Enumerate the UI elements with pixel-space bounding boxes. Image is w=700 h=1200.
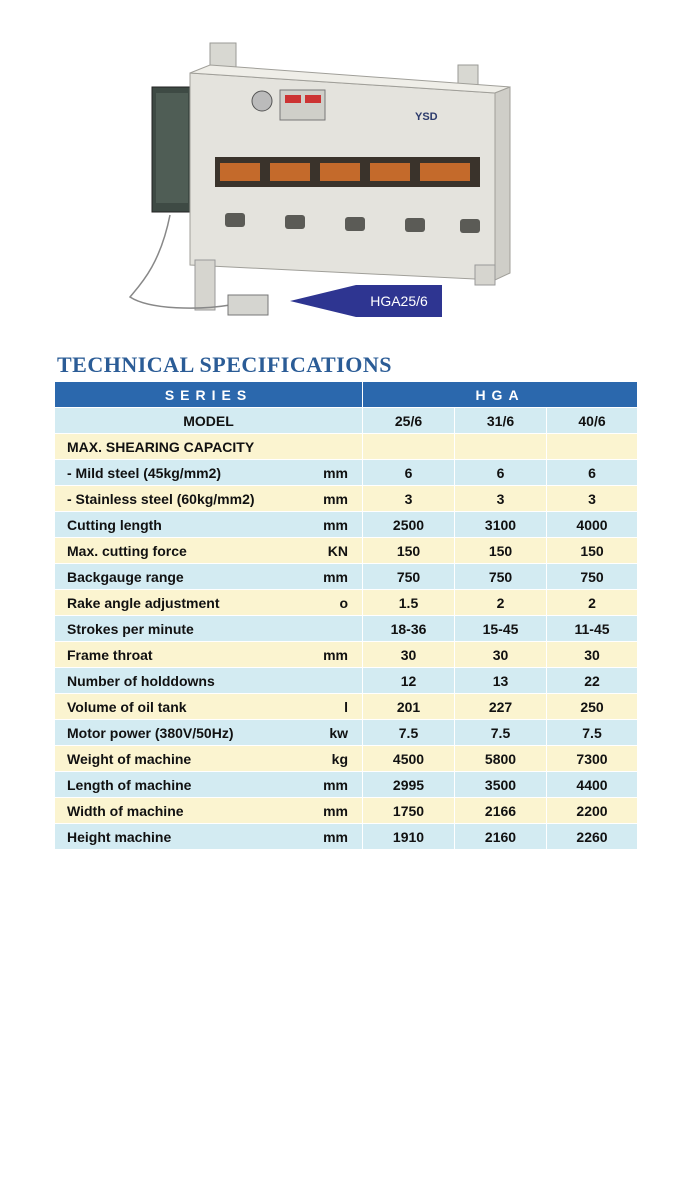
- empty-cell: [547, 434, 638, 460]
- spec-value: 7.5: [363, 720, 455, 746]
- spec-name: Cutting length: [67, 516, 162, 533]
- spec-name-cell: [55, 642, 363, 668]
- spec-value: 6: [455, 460, 547, 486]
- logo-text: YSD: [415, 111, 438, 123]
- spec-name: Rake angle adjustment: [67, 594, 220, 611]
- spec-unit: mm: [323, 490, 348, 507]
- spec-name: Number of holddowns: [67, 672, 215, 689]
- spec-unit: o: [339, 594, 348, 611]
- spec-unit: kw: [329, 724, 348, 741]
- spec-value: 1910: [363, 824, 455, 850]
- section-title: TECHNICAL SPECIFICATIONS: [57, 352, 392, 377]
- spec-value: 7300: [547, 746, 638, 772]
- spec-name-cell: [55, 616, 363, 642]
- spec-unit: mm: [323, 776, 348, 793]
- spec-value: 150: [363, 538, 455, 564]
- series-label: SERIES: [55, 382, 363, 408]
- spec-unit: mm: [323, 568, 348, 585]
- series-value: HGA: [363, 382, 638, 408]
- spec-name-cell: [55, 590, 363, 616]
- spec-value: 4400: [547, 772, 638, 798]
- spec-value: 250: [547, 694, 638, 720]
- spec-unit: mm: [323, 828, 348, 845]
- spec-unit: mm: [323, 802, 348, 819]
- model-cell: 31/6: [455, 408, 547, 434]
- spec-value: 30: [547, 642, 638, 668]
- section-header-row: [55, 434, 638, 460]
- spec-value: 3: [455, 486, 547, 512]
- spec-unit: kg: [331, 750, 348, 767]
- spec-value: 3: [363, 486, 455, 512]
- spec-row: [55, 486, 638, 512]
- spec-value: 4000: [547, 512, 638, 538]
- spec-value: 15-45: [455, 616, 547, 642]
- spec-unit: KN: [327, 542, 348, 559]
- spec-value: 1750: [363, 798, 455, 824]
- spec-value: 6: [547, 460, 638, 486]
- spec-value: 3500: [455, 772, 547, 798]
- model-label: MODEL: [55, 408, 363, 434]
- spec-value: 2: [455, 590, 547, 616]
- spec-row: [55, 460, 638, 486]
- spec-value: 30: [363, 642, 455, 668]
- product-label: HGA25/6: [370, 293, 428, 309]
- spec-name-cell: [55, 486, 363, 512]
- spec-name: Frame throat: [67, 646, 153, 663]
- spec-value: 750: [547, 564, 638, 590]
- spec-name-cell: [55, 694, 363, 720]
- spec-value: 5800: [455, 746, 547, 772]
- spec-unit: mm: [323, 646, 348, 663]
- spec-name: Height machine: [67, 828, 172, 845]
- spec-value: 1.5: [363, 590, 455, 616]
- spec-row: [55, 798, 638, 824]
- model-cell: 40/6: [547, 408, 638, 434]
- spec-name: - Stainless steel (60kg/mm2): [67, 490, 255, 507]
- spec-value: 750: [455, 564, 547, 590]
- spec-name-cell: [55, 746, 363, 772]
- spec-value: 6: [363, 460, 455, 486]
- spec-table: [54, 381, 638, 850]
- spec-name: Weight of machine: [67, 750, 192, 767]
- spec-value: 30: [455, 642, 547, 668]
- spec-name-cell: [55, 564, 363, 590]
- spec-row: [55, 824, 638, 850]
- spec-value: 2260: [547, 824, 638, 850]
- spec-row: [55, 746, 638, 772]
- spec-row: [55, 590, 638, 616]
- spec-name: Max. cutting force: [67, 542, 187, 559]
- spec-row: [55, 616, 638, 642]
- spec-value: 2200: [547, 798, 638, 824]
- spec-value: 201: [363, 694, 455, 720]
- spec-value: 7.5: [547, 720, 638, 746]
- spec-row: [55, 668, 638, 694]
- spec-name-cell: [55, 460, 363, 486]
- spec-value: 2500: [363, 512, 455, 538]
- spec-name-cell: [55, 512, 363, 538]
- spec-value: 150: [455, 538, 547, 564]
- spec-row: [55, 772, 638, 798]
- spec-value: 13: [455, 668, 547, 694]
- spec-row: [55, 720, 638, 746]
- spec-value: 4500: [363, 746, 455, 772]
- spec-name-cell: [55, 668, 363, 694]
- spec-name: Backgauge range: [67, 568, 184, 585]
- spec-value: 3100: [455, 512, 547, 538]
- spec-name: Length of machine: [67, 776, 192, 793]
- spec-row: [55, 564, 638, 590]
- spec-value: 2995: [363, 772, 455, 798]
- spec-row: [55, 642, 638, 668]
- spec-value: 22: [547, 668, 638, 694]
- spec-name-cell: [55, 772, 363, 798]
- spec-name-cell: [55, 538, 363, 564]
- spec-name-cell: [55, 720, 363, 746]
- spec-row: [55, 538, 638, 564]
- model-cell: 25/6: [363, 408, 455, 434]
- spec-value: 2166: [455, 798, 547, 824]
- spec-name: Volume of oil tank: [67, 698, 187, 715]
- spec-value: 7.5: [455, 720, 547, 746]
- spec-value: 2160: [455, 824, 547, 850]
- empty-cell: [363, 434, 455, 460]
- spec-value: 3: [547, 486, 638, 512]
- spec-name-cell: [55, 798, 363, 824]
- section-header: MAX. SHEARING CAPACITY: [55, 434, 363, 460]
- spec-value: 18-36: [363, 616, 455, 642]
- spec-value: 12: [363, 668, 455, 694]
- spec-name: Motor power (380V/50Hz): [67, 724, 234, 741]
- spec-name: Strokes per minute: [67, 620, 194, 637]
- spec-value: 11-45: [547, 616, 638, 642]
- spec-name: Width of machine: [67, 802, 184, 819]
- spec-unit: mm: [323, 516, 348, 533]
- spec-value: 2: [547, 590, 638, 616]
- model-row: [55, 408, 638, 434]
- spec-value: 150: [547, 538, 638, 564]
- spec-row: [55, 512, 638, 538]
- spec-value: 227: [455, 694, 547, 720]
- series-header-row: [55, 382, 638, 408]
- spec-name: - Mild steel (45kg/mm2): [67, 464, 222, 481]
- spec-value: 750: [363, 564, 455, 590]
- spec-name-cell: [55, 824, 363, 850]
- empty-cell: [455, 434, 547, 460]
- spec-unit: mm: [323, 464, 348, 481]
- spec-unit: l: [344, 698, 348, 715]
- spec-row: [55, 694, 638, 720]
